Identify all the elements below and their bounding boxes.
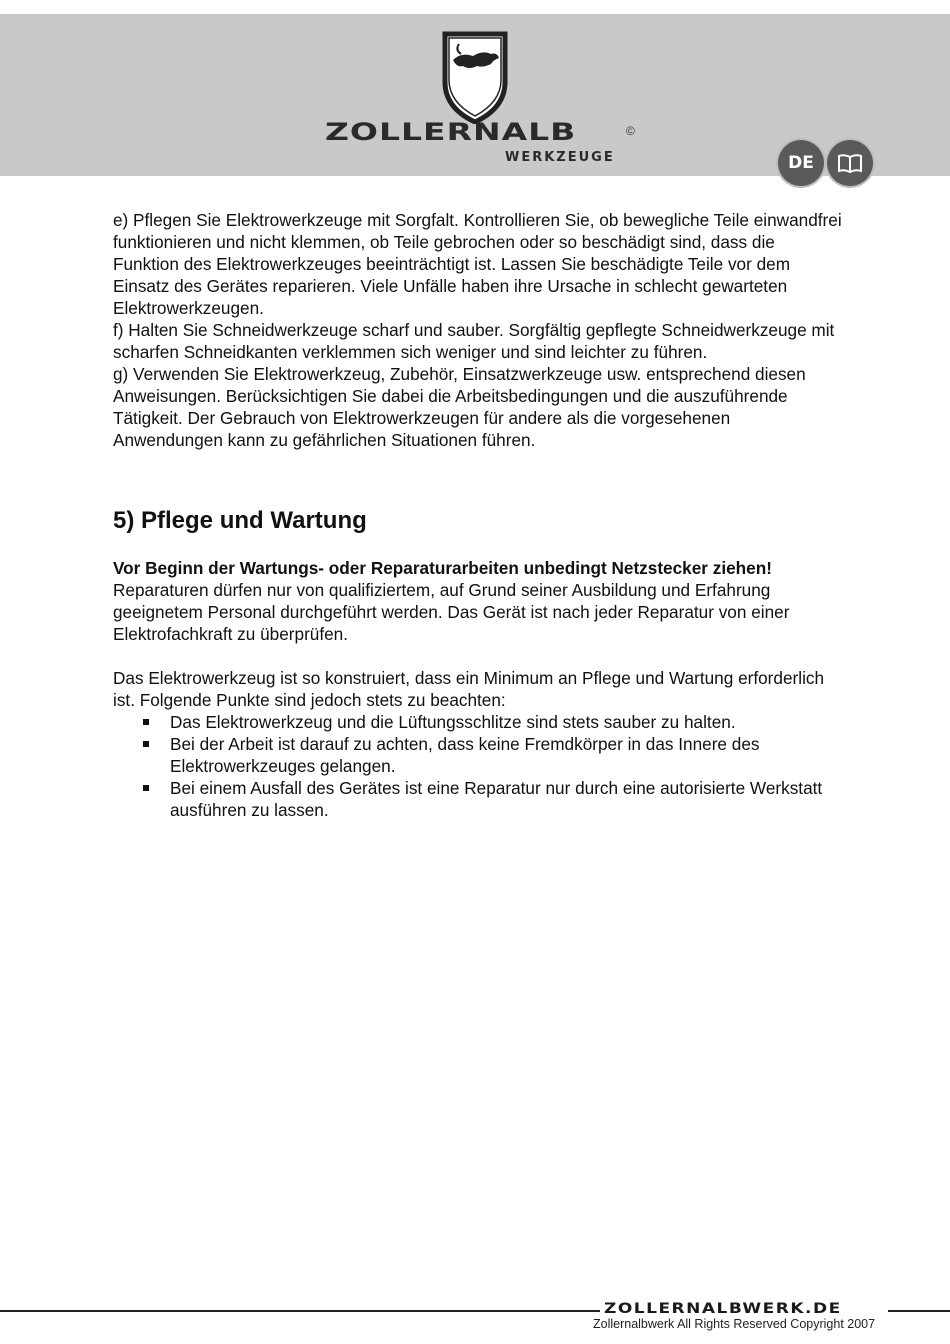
list-item: [113, 733, 843, 777]
section-title: 5) Pflege und Wartung: [113, 507, 367, 534]
footer-divider: [0, 1310, 600, 1312]
footer-divider: [888, 1310, 950, 1312]
bullet-icon: [143, 719, 149, 725]
paragraph-g: g) Verwenden Sie Elektrowerkzeug, Zubehör, Einsatzwerkzeuge usw. entsprechend diesen Anweisungen. Berücksichtigen Sie dabei die Arbeitsbedingungen und die auszuführende Tätigkeit. Der Gebrauch von Elektrowerkzeugen für andere als die vorgesehenen Anwendungen kann zu gefährlichen Situationen führen.: [113, 364, 806, 450]
footer-site[interactable]: ZOLLERNALBWERK.DE: [604, 1300, 842, 1317]
brand-wordmark: ZOLLERNALB: [325, 117, 577, 146]
maintenance-intro: Das Elektrowerkzeug ist so konstruiert, dass ein Minimum an Pflege und Wartung erforderlich ist. Folgende Punkte sind jedoch stets zu beachten:: [113, 668, 825, 710]
repair-paragraph: Reparaturen dürfen nur von qualifiziertem, auf Grund seiner Ausbildung und Erfahrung geeignetem Personal durchgeführt werden. Das Gerät ist nach jeder Reparatur von einer Elektrofachkraft zu überprüfen.: [113, 580, 790, 644]
list-item-text: Das Elektrowerkzeug und die Lüftungsschlitze sind stets sauber zu halten.: [170, 712, 736, 732]
bullet-icon: [143, 741, 149, 747]
copyright-symbol: ©: [626, 124, 635, 138]
footer-copyright: Zollernalbwerk All Rights Reserved Copyright 2007: [593, 1317, 876, 1331]
maintenance-warning: Vor Beginn der Wartungs- oder Reparaturarbeiten unbedingt Netzstecker ziehen!: [113, 558, 772, 578]
list-item-text: Bei einem Ausfall des Gerätes ist eine Reparatur nur durch eine autorisierte Werkstatt ausführen zu lassen.: [170, 778, 823, 820]
list-item: [113, 777, 843, 821]
list-item-text: Bei der Arbeit ist darauf zu achten, dass keine Fremdkörper in das Innere des Elektrowerkzeuges gelangen.: [170, 734, 760, 776]
manual-badge[interactable]: [827, 140, 873, 186]
maintenance-list: [113, 711, 843, 821]
language-badge[interactable]: [778, 140, 824, 186]
language-badge-label: DE: [788, 153, 814, 173]
bullet-icon: [143, 785, 149, 791]
paragraph-f: f) Halten Sie Schneidwerkzeuge scharf und sauber. Sorgfältig gepflegte Schneidwerkzeuge mit scharfen Schneidkanten verklemmen sich weniger und sind leichter zu führen.: [113, 320, 835, 362]
paragraph-e: e) Pflegen Sie Elektrowerkzeuge mit Sorgfalt. Kontrollieren Sie, ob bewegliche Teile einwandfrei funktionieren und nicht klemmen, ob Teile gebrochen oder so beschädigt sind, dass die Funktion des Elektrowerkzeuges beeinträchtigt ist. Lassen Sie beschädigte Teile vor dem Einsatz des Gerätes reparieren. Viele Unfälle haben ihre Ursache in schlecht gewarteten Elektrowerkzeugen.: [113, 210, 842, 318]
book-icon: [837, 153, 863, 173]
document-body: [113, 209, 843, 821]
brand-sub-wordmark: WERKZEUGE: [505, 150, 615, 165]
list-item: [113, 711, 843, 733]
panther-shield-logo: [439, 30, 511, 124]
